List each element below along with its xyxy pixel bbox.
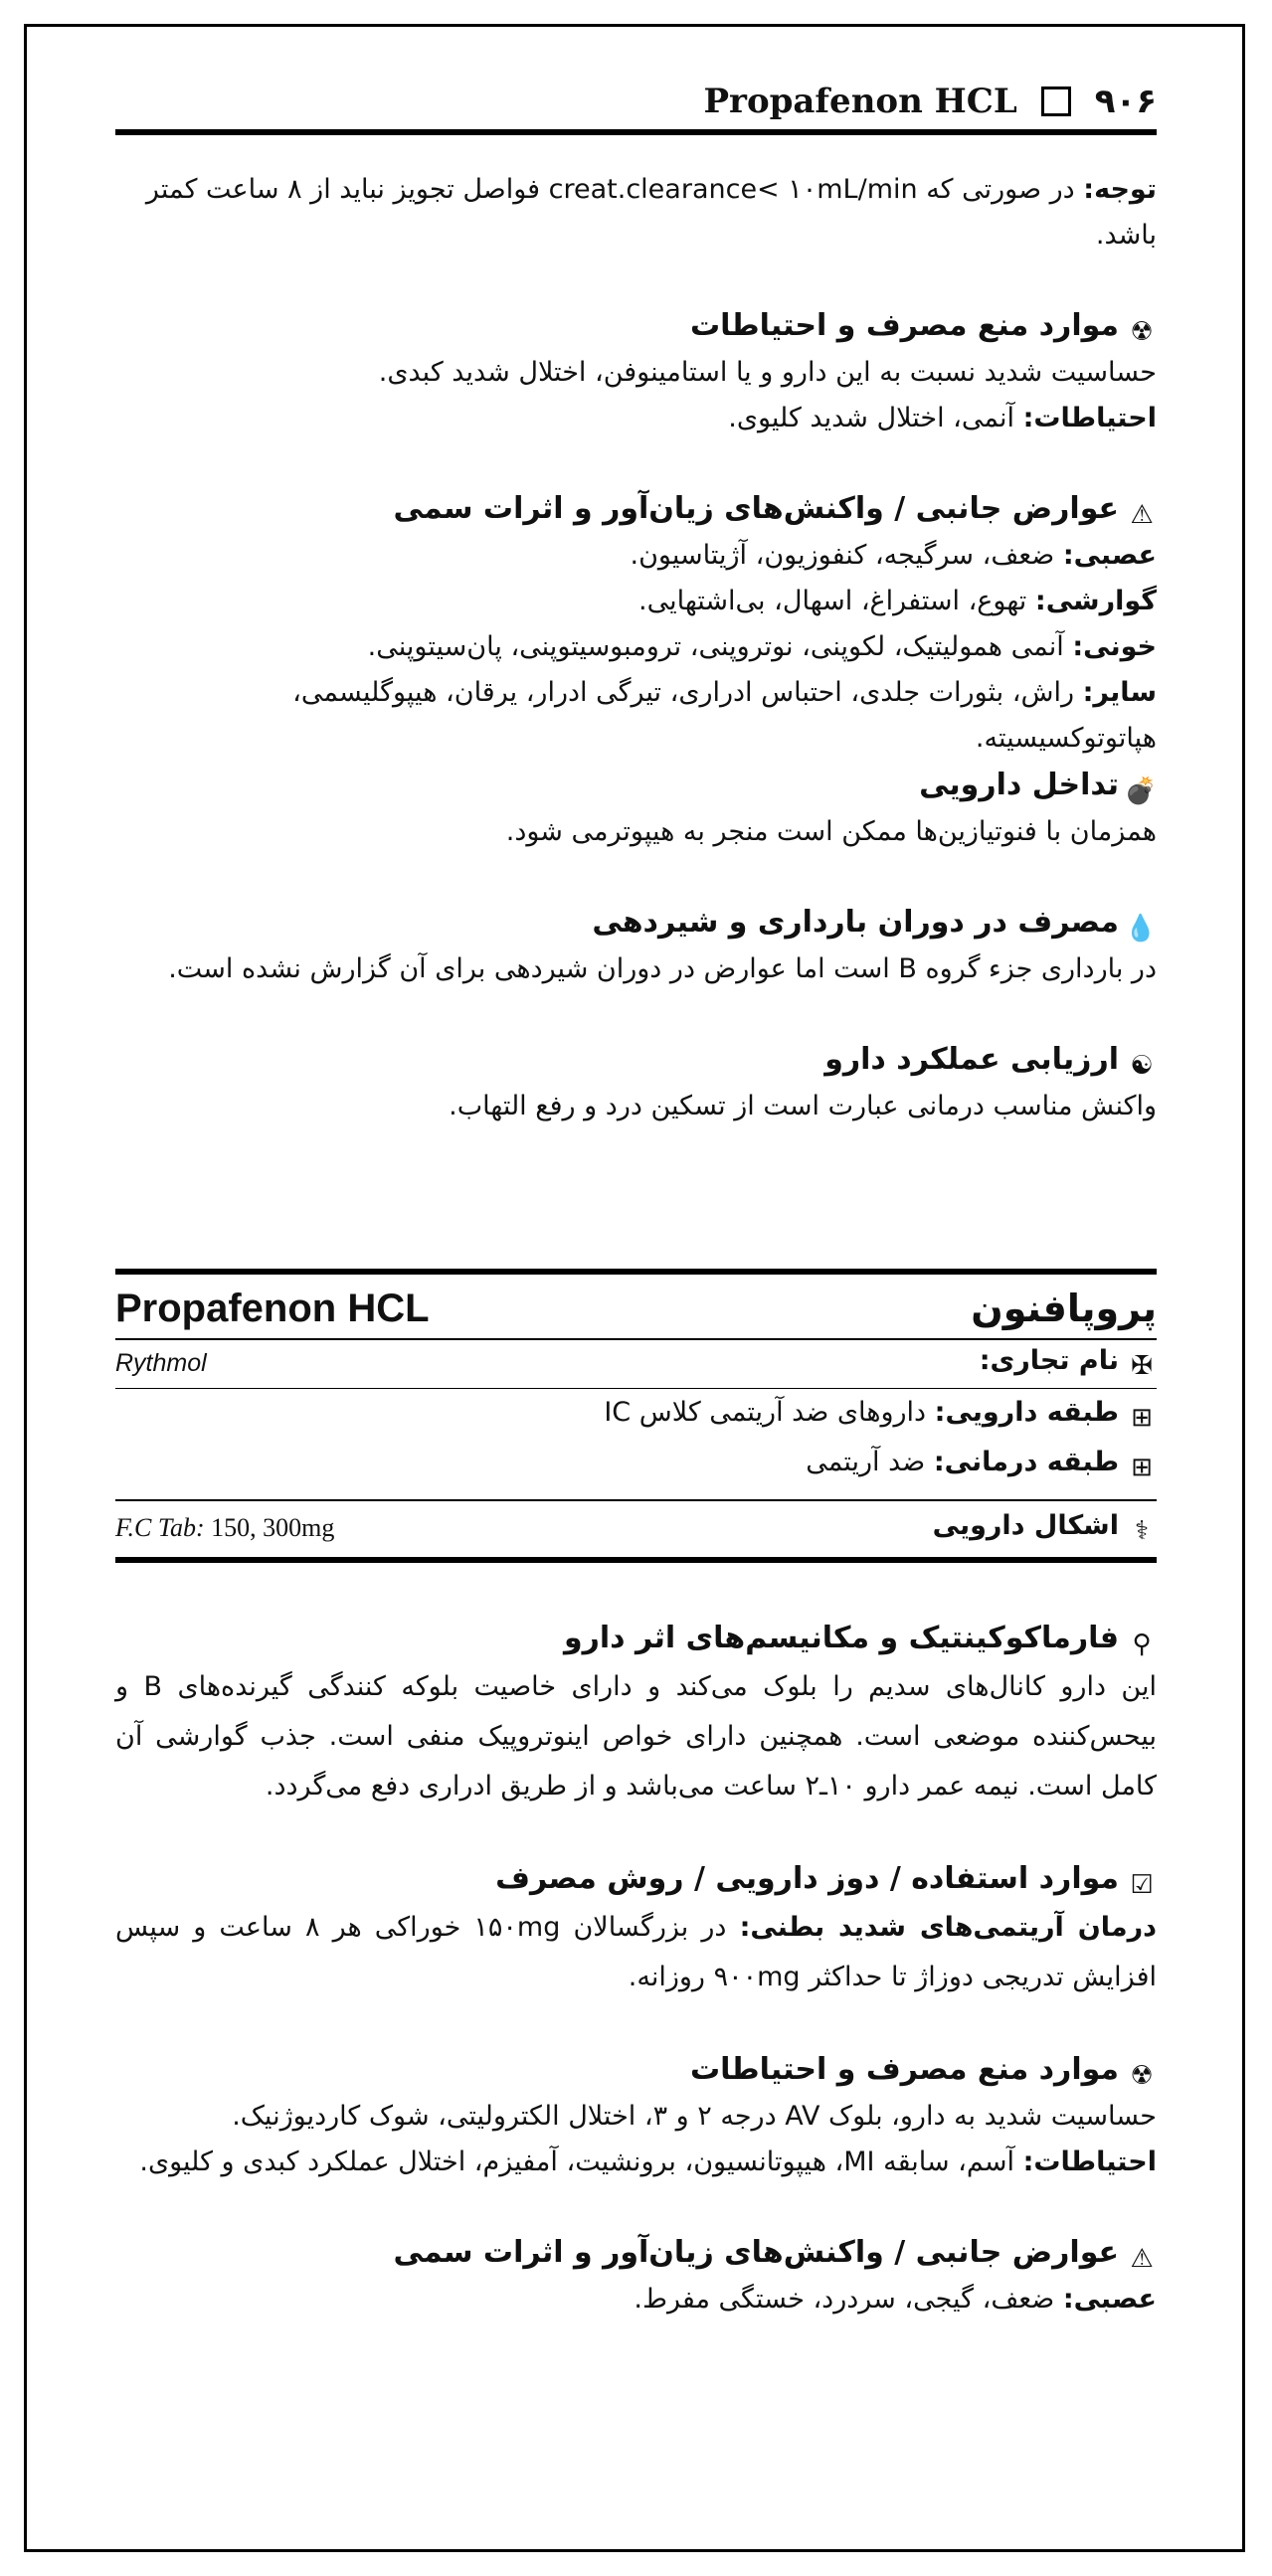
interaction-heading: 💣تداخل دارویی — [919, 768, 1157, 806]
pregnancy-heading: 💧مصرف در دوران بارداری و شیردهی — [592, 905, 1157, 944]
running-title: Propafenon HCL — [703, 82, 1017, 121]
drug-class-row: ⊞طبقه دارویی: داروهای ضد آریتمی کلاس IC — [115, 1392, 1157, 1438]
side-item: گوارشی: تهوع، استفراغ، اسهال، بی‌اشتهایی. — [637, 586, 1157, 616]
class-icon: ⊞ — [1131, 1403, 1153, 1433]
note-paragraph: توجه: در صورتی که creat.clearance< ۱۰mL/min فواصل تجویز نباید از ۸ ساعت کمتر باشد. — [145, 174, 1157, 251]
cross-icon: ✠ — [1131, 1351, 1153, 1381]
running-header — [115, 72, 1157, 131]
page-box-icon — [1041, 86, 1071, 116]
side-item: عصبی: ضعف، سرگیجه، کنفوزیون، آژیتاسیون. — [630, 540, 1157, 571]
trade-name-value: Rythmol — [115, 1348, 207, 1377]
warning-icon: ⚠ — [1130, 500, 1154, 530]
skull-icon: ☢ — [1130, 317, 1154, 347]
header-rule — [115, 129, 1157, 135]
therapeutic-class-row: ⊞طبقه درمانی: ضد آریتمی — [115, 1442, 1157, 1487]
forms-top-rule — [115, 1499, 1157, 1501]
dosage-forms-label: ⚕اشکال دارویی — [933, 1510, 1157, 1546]
pregnancy-text: در بارداری جزء گروه B است اما عوارض در دوران شیردهی برای آن گزارش نشده است. — [168, 953, 1157, 984]
contra-heading: ☢موارد منع مصرف و احتیاطات — [115, 302, 1157, 350]
evaluation-text: واکنش مناسب درمانی عبارت است از تسکین درد و رفع التهاب. — [449, 1091, 1157, 1121]
forms-bottom-rule — [115, 1557, 1157, 1563]
trade-rule — [115, 1388, 1157, 1389]
drug-contra-text: حساسیت شدید به دارو، بلوک AV درجه ۲ و ۳، اختلال الکترولیتی، شوک کاردیوژنیک. — [232, 2101, 1157, 2132]
drug-body-section — [115, 1615, 1157, 2322]
plus-box-icon: ⊞ — [1131, 1453, 1153, 1482]
pharmacokinetics-text: این دارو کانال‌های سدیم را بلوک می‌کند و دارای خاصیت بلوکه کنندگی گیرنده‌های B و بیحس‌کننده موضعی است. همچنین دارای خواص اینوتروپیک منفی است. جذب گوارشی آن کامل است. نیمه عمر دارو ۱۰ـ۲ ساعت می‌باشد و از طریق ادراری دفع می‌گردد. — [115, 1671, 1157, 1802]
side-effects-heading: ⚠عوارض جانبی / واکنش‌های زیان‌آور و اثرات سمی — [115, 485, 1157, 533]
drug-side-item: عصبی: ضعف، گیجی، سردرد، خستگی مفرط. — [634, 2284, 1157, 2315]
yin-yang-icon: ☯ — [1130, 1051, 1154, 1081]
dosage-forms-value: F.C Tab: 150, 300mg — [115, 1513, 335, 1542]
drug-caution-paragraph: احتیاطات: آسم، سابقه MI، هیپوتانسیون، برونشیت، آمفیزم، اختلال عملکرد کبدی و کلیوی. — [139, 2147, 1157, 2177]
contra-text: حساسیت شدید نسبت به این دارو و یا استامینوفن، اختلال شدید کبدی. — [378, 357, 1157, 388]
drug-top-rule — [115, 1269, 1157, 1275]
pill-icon: ⚲ — [1132, 1630, 1152, 1659]
page-number: ۹۰۶ — [1094, 82, 1157, 121]
dosage-forms-row — [115, 1505, 1157, 1551]
interaction-text: همزمان با فنوتیازین‌ها ممکن است منجر به هیپوترمی شود. — [505, 816, 1157, 847]
drug-name-fa: پروپافنون — [971, 1287, 1157, 1330]
caution-paragraph: احتیاطات: آنمی، اختلال شدید کلیوی. — [728, 403, 1157, 433]
drug-contra-heading: ☢موارد منع مصرف و احتیاطات — [115, 2046, 1157, 2094]
evaluation-heading: ☯ارزیابی عملکرد دارو — [115, 1036, 1157, 1084]
usage-heading: ☑موارد استفاده / دوز دارویی / روش مصرف — [115, 1855, 1157, 1903]
pharmacokinetics-heading: ⚲فارماکوکینتیک و مکانیسم‌های اثر دارو — [115, 1615, 1157, 1662]
skull-icon: ☢ — [1130, 2061, 1154, 2091]
therapeutic-class-value: ضد آریتمی — [806, 1447, 926, 1477]
usage-paragraph: درمان آریتمی‌های شدید بطنی: در بزرگسالان ۱۵۰mg خوراکی هر ۸ ساعت و سپس افزایش تدریجی دوزاژ تا حداکثر ۹۰۰mg روزانه. — [115, 1912, 1158, 1992]
drug-name-en: Propafenon HCL — [115, 1286, 430, 1330]
trade-name-label: ✠نام تجاری: — [980, 1345, 1157, 1381]
checkbox-icon: ☑ — [1130, 1870, 1154, 1900]
caduceus-icon: ⚕ — [1134, 1516, 1150, 1546]
prev-drug-section — [115, 167, 1157, 1129]
bomb-icon: 💣 — [1124, 776, 1157, 806]
drug-class-value: داروهای ضد آریتمی کلاس IC — [604, 1397, 927, 1428]
side-item: خونی: آنمی همولیتیک، لکوپنی، نوتروپنی، ترومبوسیتوپنی، پان‌سیتوپنی. — [367, 631, 1157, 662]
trade-name-row — [115, 1340, 1157, 1386]
warning-icon: ⚠ — [1130, 2244, 1154, 2274]
drug-side-effects-heading: ⚠عوارض جانبی / واکنش‌های زیان‌آور و اثرات سمی — [115, 2229, 1157, 2277]
drug-title-bar — [115, 1281, 1157, 1336]
drop-icon: 💧 — [1124, 914, 1157, 944]
side-item: سایر: راش، بثورات جلدی، احتباس ادراری، تیرگی ادرار، یرقان، هیپوگلیسمی، هپاتوتوکسیسیته. — [292, 677, 1157, 754]
